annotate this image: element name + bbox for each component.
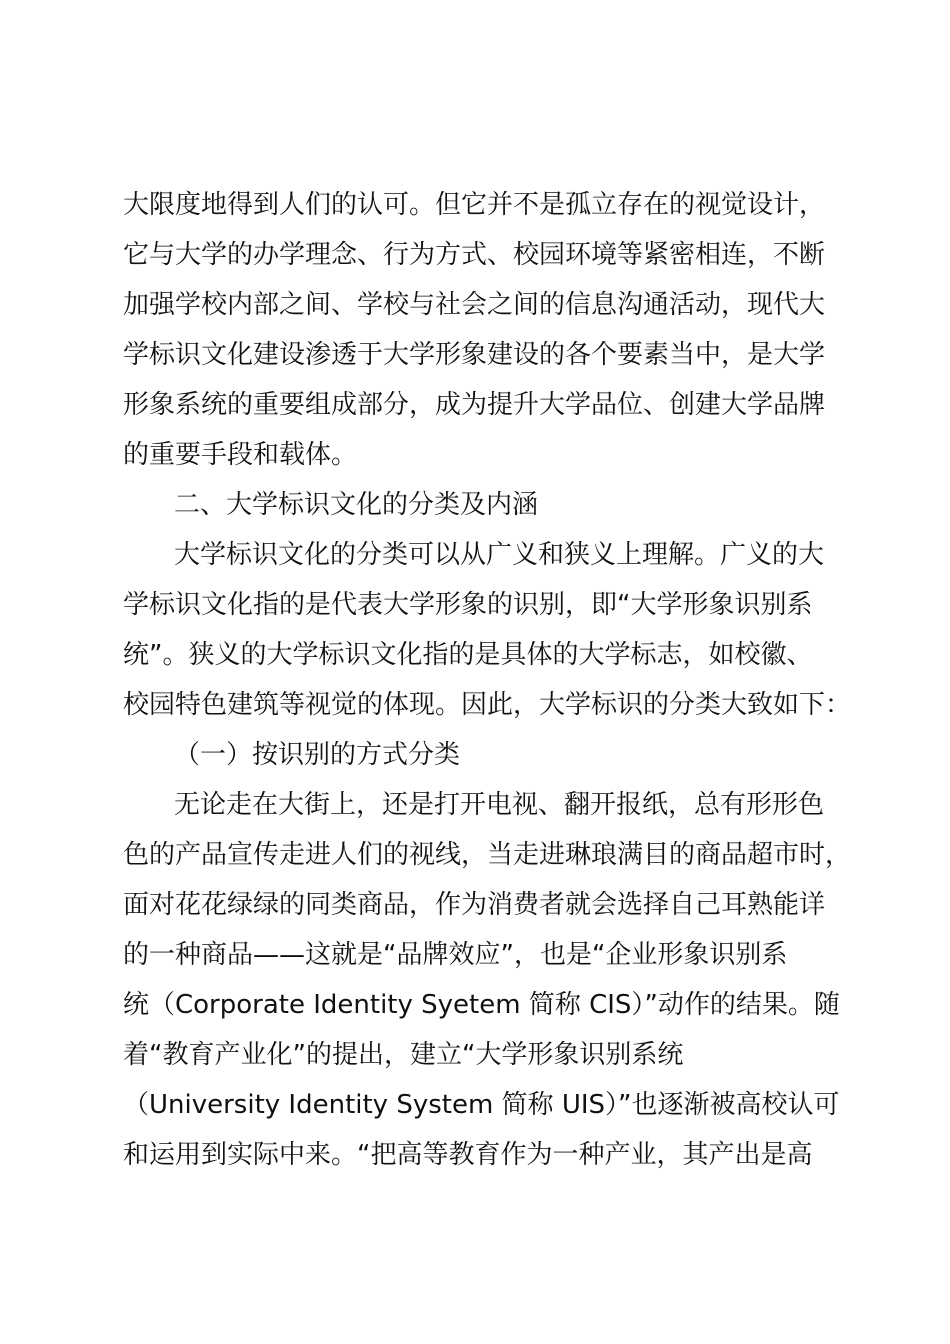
text-line-17: 统（Corporate Identity Syetem 简称 CIS）”动作的结果。随 xyxy=(123,990,840,1020)
text-line-1: 大限度地得到人们的认可。但它并不是孤立存在的视觉设计， xyxy=(123,190,826,220)
text-line-8: 大学标识文化的分类可以从广义和狭义上理解。广义的大 xyxy=(174,540,825,570)
text-line-13: 无论走在大街上，还是打开电视、翻开报纸，总有形形色 xyxy=(174,790,825,820)
text-line-14: 色的产品宣传走进人们的视线，当走进琳琅满目的商品超市时， xyxy=(123,840,852,870)
text-line-5: 形象系统的重要组成部分，成为提升大学品位、创建大学品牌 xyxy=(123,390,826,420)
text-line-10: 统”。狭义的大学标识文化指的是具体的大学标志，如校徽、 xyxy=(123,640,813,670)
text-line-20: 和运用到实际中来。“把高等教育作为一种产业，其产出是高 xyxy=(123,1140,813,1170)
text-line-4: 学标识文化建设渗透于大学形象建设的各个要素当中，是大学 xyxy=(123,340,826,370)
text-line-18: 着“教育产业化”的提出，建立“大学形象识别系统 xyxy=(123,1040,684,1070)
text-line-6: 的重要手段和载体。 xyxy=(123,440,358,470)
subsection-heading: （一）按识别的方式分类 xyxy=(174,740,461,770)
text-line-9: 学标识文化指的是代表大学形象的识别，即“大学形象识别系 xyxy=(123,590,813,620)
text-line-11: 校园特色建筑等视觉的体现。因此，大学标识的分类大致如下： xyxy=(123,690,852,720)
text-line-15: 面对花花绿绿的同类商品，作为消费者就会选择自己耳熟能详 xyxy=(123,890,826,920)
text-line-2: 它与大学的办学理念、行为方式、校园环境等紧密相连，不断 xyxy=(123,240,826,270)
text-line-19: （University Identity System 简称 UIS）”也逐渐被高校认可 xyxy=(123,1090,840,1120)
section-heading: 二、大学标识文化的分类及内涵 xyxy=(174,490,539,520)
text-line-3: 加强学校内部之间、学校与社会之间的信息沟通活动，现代大 xyxy=(123,290,826,320)
text-line-16: 的一种商品——这就是“品牌效应”，也是“企业形象识别系 xyxy=(123,940,788,970)
